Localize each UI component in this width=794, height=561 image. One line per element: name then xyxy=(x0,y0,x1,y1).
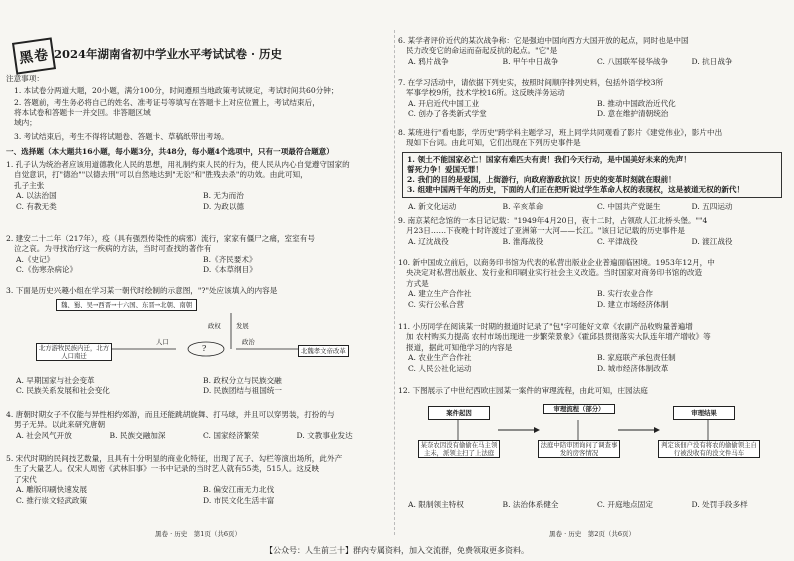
option-c[interactable]: C.《伤寒杂病论》 xyxy=(16,265,78,275)
question-text: 3. 下面是历史兴趣小组在学习某一朝代时绘制的示意图，"?"处应该填入的内容是 xyxy=(6,286,278,295)
question-text: 7. 在学习活动中，请依据下列史实，按照时间顺序排列史料，包括外语学校3所 xyxy=(398,78,664,87)
question-text: 2. 建安二十二年（217年），疫（具有强烈传染性的病邪）流行，家家有僵尸之痛，室室有号 xyxy=(6,234,315,243)
option-b[interactable]: B. 淮海战役 xyxy=(502,236,544,246)
option-c[interactable]: C. 八国联军侵华战争 xyxy=(597,56,669,66)
options xyxy=(6,431,390,441)
option-b[interactable]: B. 民族交融加深 xyxy=(109,430,166,440)
notes-heading: 注意事项： xyxy=(6,74,44,83)
question-text: 方式是 xyxy=(406,278,429,288)
page-footer: 黑卷 · 历史 第2页（共6页） xyxy=(549,530,635,538)
question-text: 8. 某班进行"看电影，学历史"跨学科主题学习，班上同学共同观看了影片《建党伟业》，影片中出 xyxy=(398,128,723,137)
note-line: 1. 本试卷分两道大题，20小题，满分100分，时间遵照当地政策考试规定，考试时间共60分钟； xyxy=(14,86,339,95)
court-flowchart xyxy=(408,400,778,492)
flow-header-cause: 案件起因 xyxy=(428,406,490,420)
option-b[interactable]: B. 辛亥革命 xyxy=(502,202,544,211)
question-9 xyxy=(398,216,786,247)
question-8-options xyxy=(398,202,786,212)
option-c[interactable]: C. 人民公社化运动 xyxy=(408,363,472,373)
option-d[interactable]: D. 意在维护清朝统治 xyxy=(597,109,669,119)
flow-box-result: 判定该佃户没有将农的偷偷领主自行被没收有的没文件马车 xyxy=(658,440,760,458)
option-d[interactable]: D. 渡江战役 xyxy=(691,236,733,246)
page-divider xyxy=(394,30,395,535)
question-text: 月23日……下夜晚十时许渡过了亚洲第一大河——长江。"该日记记载的历史事件是 xyxy=(406,226,685,236)
option-c[interactable]: C. 民族关系发展和社会变化 xyxy=(16,386,110,396)
option-d[interactable]: D. 建立市场经济体制 xyxy=(597,299,669,309)
question-3 xyxy=(6,286,390,296)
options xyxy=(398,237,786,247)
exam-page-2 xyxy=(398,8,786,538)
diagram-tag: 发展 xyxy=(236,322,249,330)
option-d[interactable]: D. 文教事业发达 xyxy=(296,430,353,440)
question-text: 男子无异。以此来研究唐朝 xyxy=(14,420,106,430)
option-c[interactable]: C. 有教无类 xyxy=(16,201,57,211)
option-b[interactable]: B. 政权分立与民族交融 xyxy=(203,376,282,385)
options xyxy=(6,255,390,276)
option-d[interactable]: D. 市民文化生活丰富 xyxy=(203,495,275,505)
diagram-top: 魏、蜀、吴→西晋→十六国、东晋→北朝、南朝 xyxy=(56,299,197,311)
question-11 xyxy=(398,322,786,374)
options xyxy=(398,57,786,67)
question-text: 报道，据此可知他学习的内容是 xyxy=(406,342,513,352)
option-a[interactable]: A. 辽沈战役 xyxy=(408,236,449,246)
option-b[interactable]: B. 偏安江南无力北伐 xyxy=(203,485,275,495)
options xyxy=(398,99,786,120)
question-text: 5. 宋代时期的民间技艺数量，且具有十分明显的商业化特征，出现了瓦子、勾栏等演出场所，此外产 xyxy=(6,454,343,463)
option-b[interactable]: B. 推动中国政治近代化 xyxy=(597,98,676,108)
diagram-tag: 政治 xyxy=(242,338,255,346)
option-b[interactable]: B. 甲午中日战争 xyxy=(502,56,559,66)
option-b[interactable]: B.《齐民要术》 xyxy=(203,254,257,264)
flow-header-result: 审理结果 xyxy=(673,406,735,420)
option-a[interactable]: A. 以法治国 xyxy=(16,191,57,201)
option-a[interactable]: A. 社会风气开放 xyxy=(16,430,72,440)
section-heading: 一、选择题（本大题共16小题，每小题3分，共48分，每小题4个选项中，只有一项最符合题意） xyxy=(6,147,334,156)
exam-page-1 xyxy=(6,8,390,538)
diagram-tag: 人口 xyxy=(156,338,169,346)
question-text: 4. 唐朝时期女子不仅能与异性相约郊游，而且还能跳胡旋舞、打马球，并且可以穿男装，打扮的与 xyxy=(6,410,335,419)
option-a[interactable]: A. 农业生产合作社 xyxy=(408,353,472,363)
question-12-options xyxy=(398,500,786,510)
question-text: 泣之哀。为寻找治疗这一疾病的方法，当时可查找的著作有 xyxy=(14,244,212,254)
question-text: 了宋代 xyxy=(14,474,37,484)
diagram-right: 北魏孝文帝改革 xyxy=(298,345,349,357)
option-a[interactable]: A. 早期国家与社会变革 xyxy=(16,376,95,385)
option-b[interactable]: B. 实行农业合作 xyxy=(597,289,653,299)
option-a[interactable]: A. 建立生产合作社 xyxy=(408,289,472,299)
options xyxy=(398,353,786,374)
option-c[interactable]: C. 推行崇文轻武政策 xyxy=(16,495,88,505)
option-d[interactable]: D. 抗日战争 xyxy=(691,56,733,66)
option-a[interactable]: A. 限制领主特权 xyxy=(408,500,464,509)
exam-title: 2024年湖南省初中学业水平考试试卷 · 历史 xyxy=(54,47,283,61)
option-a[interactable]: A. 雕版印刷快速发展 xyxy=(16,485,88,495)
question-text: 加 农村购买力提高 农村市场出现进一步繁荣景象》《霍邱县贯彻落实大队连年增产增收》等 xyxy=(406,332,711,342)
question-text: 军事学校9所，技术学校16所。这反映洋务运动 xyxy=(406,88,565,98)
question-text: 10. 新中国成立前后，以商务印书馆为代表的私营出版业企业普遍面临困境。1953年12月，中 xyxy=(398,258,715,267)
question-text: 9. 南京某纪念馆的一本日记记载："1949年4月20日，夜十二时，占领敌人江北桥头堡。""4 xyxy=(398,216,708,225)
quote-line: 1. 领土不能国家必亡！国家有难匹夫有责！我们今天行动，是中国美好未来的先声！ xyxy=(407,155,691,164)
diagram-left: 北方游牧民族内迁，北方人口南迁 xyxy=(36,343,112,361)
flow-header-process: 审理流程（部分） xyxy=(543,404,615,414)
diagram-center: ? xyxy=(202,344,207,353)
note-line: 将本试卷和答题卡一并交回。非答题区域 xyxy=(14,108,151,117)
option-d[interactable]: D.《本草纲目》 xyxy=(203,265,257,275)
question-text: 自觉意识，打"德治""以德去刑"可以自然地达到"无讼"和"胜残去杀"的功效。由此可知， xyxy=(14,170,308,180)
question-text: 孔子主张 xyxy=(14,180,45,190)
note-line: 域内； xyxy=(14,118,37,127)
question-6 xyxy=(398,36,786,67)
option-a[interactable]: A.《史记》 xyxy=(16,254,55,264)
diagram-tag: 政权 xyxy=(208,322,221,330)
option-d[interactable]: D. 民族团结与祖国统一 xyxy=(203,386,282,396)
option-d[interactable]: D. 城市经济体制改革 xyxy=(597,363,669,373)
seal-stamp: 黑卷 xyxy=(12,37,56,74)
option-c[interactable]: C. 中国共产党诞生 xyxy=(597,202,661,211)
question-text: 11. 小历同学在阅读某一时期的报道时记录了"包"字可能好文章《农副产品收购量普遍增 xyxy=(398,322,693,331)
options xyxy=(398,500,786,510)
question-8 xyxy=(398,128,786,149)
options xyxy=(398,289,786,310)
question-2 xyxy=(6,234,390,276)
options xyxy=(6,191,390,212)
option-a[interactable]: A. 鸦片战争 xyxy=(408,56,449,66)
options xyxy=(6,485,390,506)
option-b[interactable]: B. 无为而治 xyxy=(203,191,244,201)
options xyxy=(6,376,390,397)
question-text: 6. 某学者评价近代的某次战争称：它是强迫中国向西方大国开放的起点，同时也是中国 xyxy=(398,36,689,45)
question-12 xyxy=(398,386,786,396)
option-c[interactable]: C. 创办了各类新式学堂 xyxy=(408,109,487,119)
film-quote-box xyxy=(402,152,782,198)
question-5 xyxy=(6,454,390,506)
question-7 xyxy=(398,78,786,120)
option-d[interactable]: D. 为政以德 xyxy=(203,201,245,211)
option-a[interactable]: A. 开启近代中国工业 xyxy=(408,98,480,108)
question-text: 民力改变它的命运而奋起反抗的起点。"它"是 xyxy=(406,46,558,56)
question-text: 12. 下图展示了中世纪西欧庄园某一案件的审理流程，由此可知，庄园法庭 xyxy=(398,386,648,395)
option-c[interactable]: C. 开庭地点固定 xyxy=(597,500,653,509)
note-line: 3. 考试结束后，考生不得将试题卷、答题卡、草稿纸带出考场。 xyxy=(14,132,229,141)
option-d[interactable]: D. 处罚手段多样 xyxy=(691,500,748,509)
quote-line: 2. 我们的目的是爱国，上街游行，向政府游政抗议！历史的变革时刻就在眼前！ xyxy=(407,175,676,184)
page-footer: 黑卷 · 历史 第1页（共6页） xyxy=(155,530,241,538)
question-4 xyxy=(6,410,390,441)
option-d[interactable]: D. 五四运动 xyxy=(691,202,733,211)
flow-box-process: 法庭中陪审团询问了调查事发的房客情况 xyxy=(538,440,620,458)
flow-box-cause: 某奈农因没有偷偷在马主领主未，派领主扫了上法庭 xyxy=(418,440,500,458)
question-text: 现如下台词。由此可知，它们出现在下列历史事件是 xyxy=(406,138,581,148)
question-text: 1. 孔子认为统治者应该用道德教化人民的思想，用礼制约束人民的行为，使人民从内心自觉遵守国家的 xyxy=(6,160,350,169)
question-text: 生了大量艺人。仅宋人周密《武林旧事》一书中记录的当时艺人就有55类，515人。这反映 xyxy=(14,464,320,474)
question-text: 央决定对私营出版业、发行业和印刷业实行社会主义改造。当时国家对商务印书馆的改造 xyxy=(406,268,703,278)
quote-line: 誓死力争！爱国无罪！ xyxy=(407,165,483,174)
dynasty-diagram xyxy=(36,299,366,369)
option-a[interactable]: A. 新文化运动 xyxy=(408,202,457,211)
option-c[interactable]: C. 平津战役 xyxy=(597,236,638,246)
quote-line: 3. 组建中国两千年的历史，下面的人们正在把听说过学生革命人权的表现权，这是被道无权的新代！ xyxy=(407,185,745,194)
question-10 xyxy=(398,258,786,310)
option-c[interactable]: C. 实行公私合营 xyxy=(408,299,464,309)
option-b[interactable]: B. 家庭联产承包责任制 xyxy=(597,353,676,363)
options xyxy=(398,202,786,212)
option-c[interactable]: C. 国家经济繁荣 xyxy=(203,430,259,440)
promo-note: 【公众号：人生前三十】群内专属资料，加入交流群，免费领取更多资料。 xyxy=(265,546,529,555)
question-1 xyxy=(6,160,390,212)
option-b[interactable]: B. 法治体系健全 xyxy=(502,500,559,509)
note-line: 2. 答题前，考生务必将自己的姓名、准考证号等填写在答题卡上对应位置上，考试结束后， xyxy=(14,98,320,107)
question-3-options xyxy=(6,376,390,397)
